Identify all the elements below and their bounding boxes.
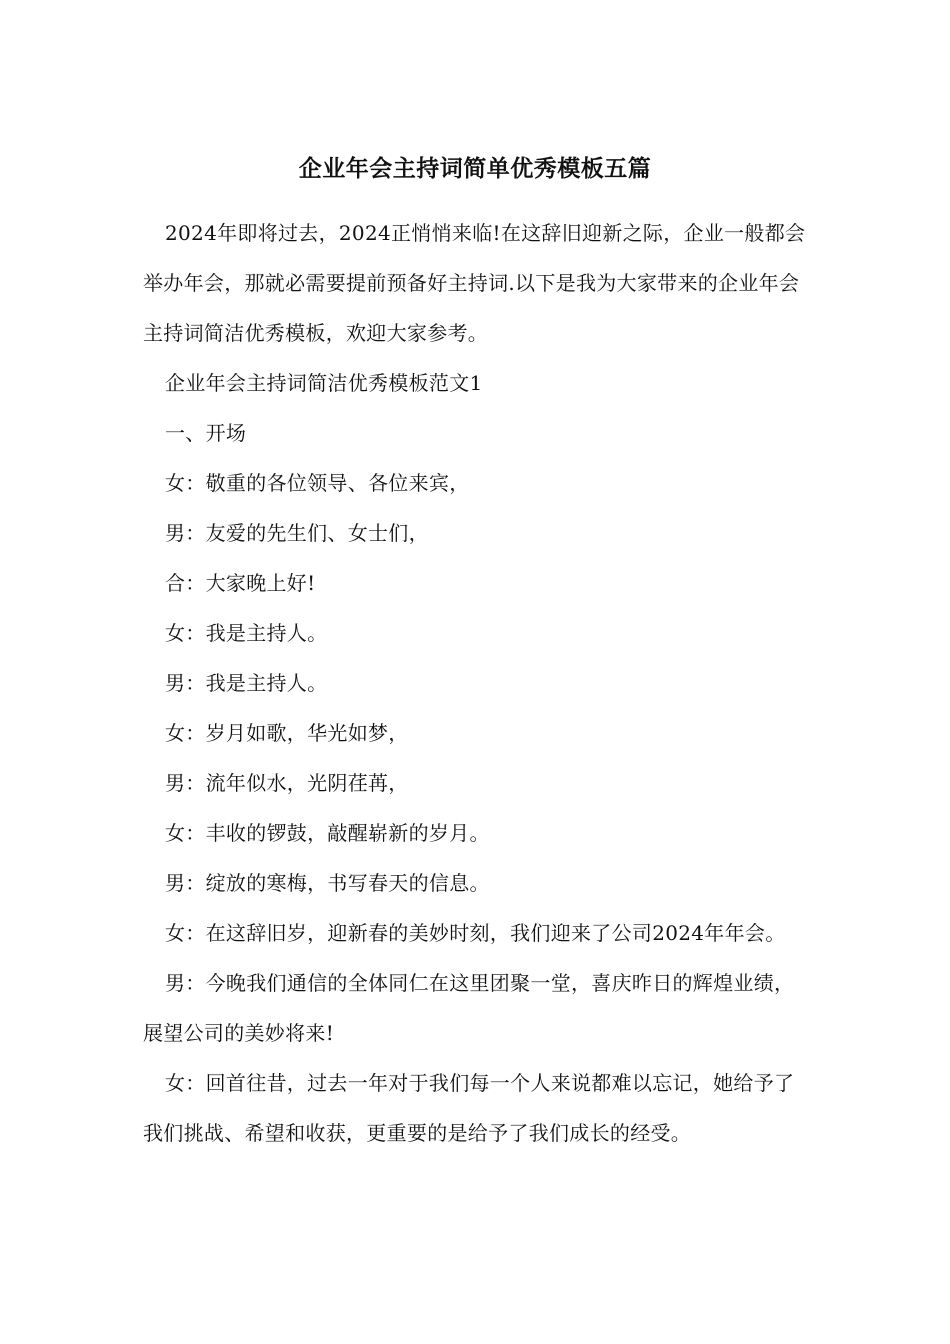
- paragraph-line: 女：回首往昔，过去一年对于我们每一个人来说都难以忘记，她给予了我们挑战、希望和收获，更重要的是给予了我们成长的经受。: [143, 1071, 795, 1145]
- paragraph-line: 男：流年似水，光阴荏苒，: [165, 771, 409, 795]
- paragraph-line: 女：在这辞旧岁，迎新春的美妙时刻，我们迎来了公司2024年年会。: [165, 921, 786, 945]
- paragraph-part-heading: 一、开场: [165, 421, 247, 445]
- paragraph-line: 男：我是主持人。: [165, 671, 328, 695]
- paragraph-intro: 2024年即将过去，2024正悄悄来临!在这辞旧迎新之际，企业一般都会举办年会，那就必需要提前预备好主持词.以下是我为大家带来的企业年会主持词简洁优秀模板，欢迎大家参考。: [143, 221, 806, 345]
- paragraph-line: 女：岁月如歌，华光如梦，: [165, 721, 409, 745]
- paragraph-line: 女：我是主持人。: [165, 621, 328, 645]
- paragraph-line: 女：敬重的各位领导、各位来宾，: [165, 471, 470, 495]
- paragraph-section-heading: 企业年会主持词简洁优秀模板范文1: [165, 371, 483, 395]
- paragraph-line: 合：大家晚上好!: [165, 571, 316, 595]
- paragraph-line: 女：丰收的锣鼓，敲醒崭新的岁月。: [165, 821, 490, 845]
- document-title: 企业年会主持词简单优秀模板五篇: [298, 156, 652, 182]
- document-body: [143, 208, 810, 1158]
- paragraph-line: 男：友爱的先生们、女士们，: [165, 521, 429, 545]
- paragraph-line: 男：今晚我们通信的全体同仁在这里团聚一堂，喜庆昨日的辉煌业绩，展望公司的美妙将来!: [143, 971, 795, 1045]
- paragraph-line: 男：绽放的寒梅，书写春天的信息。: [165, 871, 490, 895]
